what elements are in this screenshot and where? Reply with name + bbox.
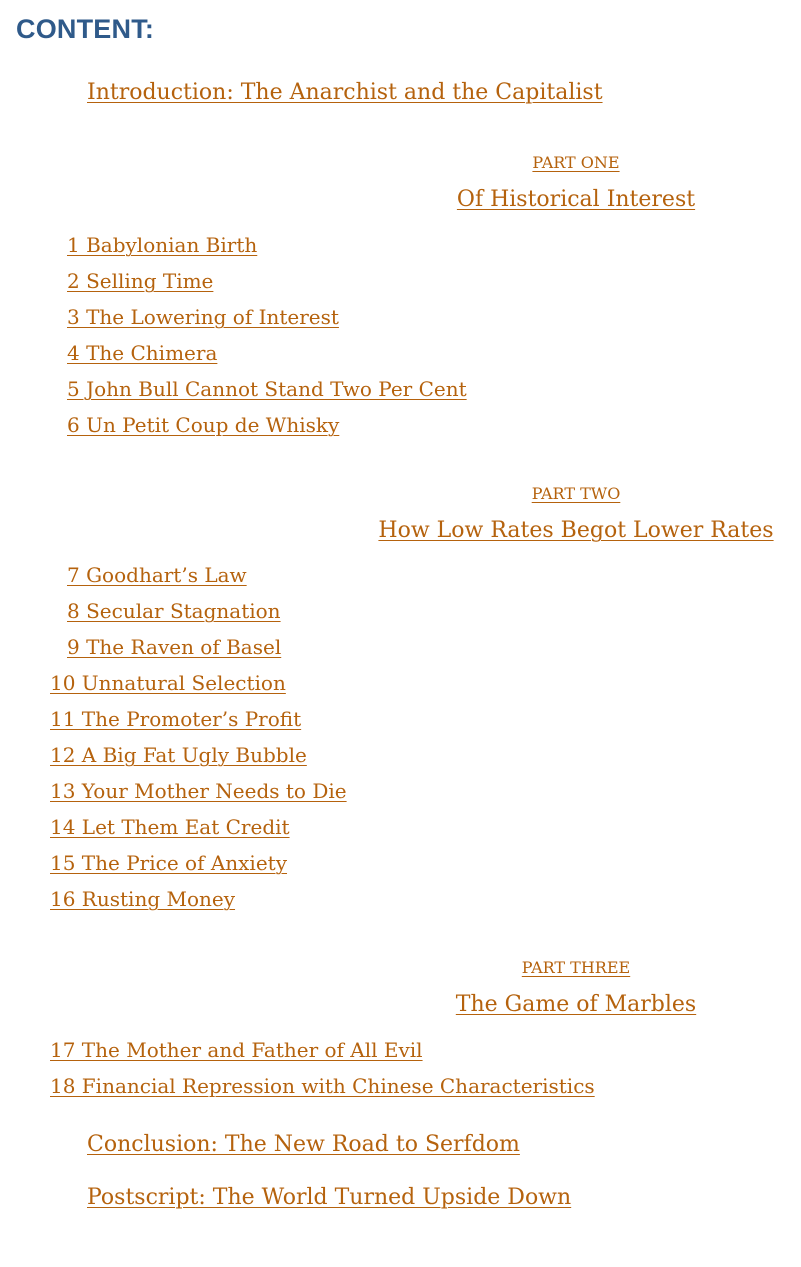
toc-link-part-one-title[interactable]: Of Historical Interest <box>456 187 696 212</box>
toc-link-chapter-1[interactable]: 1 Babylonian Birth <box>67 233 258 257</box>
toc-link-chapter-2[interactable]: 2 Selling Time <box>67 269 214 293</box>
toc-link-chapter-13[interactable]: 13 Your Mother Needs to Die <box>50 779 347 803</box>
toc-link-chapter-3[interactable]: 3 The Lowering of Interest <box>67 305 339 329</box>
toc-link-chapter-10[interactable]: 10 Unnatural Selection <box>50 671 286 695</box>
toc-link-chapter-9[interactable]: 9 The Raven of Basel <box>67 635 282 659</box>
toc-link-chapter-6[interactable]: 6 Un Petit Coup de Whisky <box>67 413 340 437</box>
toc-link-chapter-12[interactable]: 12 A Big Fat Ugly Bubble <box>50 743 307 767</box>
toc-link-chapter-4[interactable]: 4 The Chimera <box>67 341 218 365</box>
toc-link-chapter-5[interactable]: 5 John Bull Cannot Stand Two Per Cent <box>67 377 467 401</box>
toc-link-part-two-label[interactable]: PART TWO <box>531 484 621 503</box>
toc-link-chapter-11[interactable]: 11 The Promoter’s Profit <box>50 707 302 731</box>
toc-link-part-three-label[interactable]: PART THREE <box>521 958 631 977</box>
toc-link-chapter-7[interactable]: 7 Goodhart’s Law <box>67 563 247 587</box>
toc-link-chapter-8[interactable]: 8 Secular Stagnation <box>67 599 281 623</box>
toc-link-conclusion[interactable]: Conclusion: The New Road to Serfdom <box>87 1132 520 1157</box>
toc-link-part-one-label[interactable]: PART ONE <box>532 153 620 172</box>
toc-link-chapter-17[interactable]: 17 The Mother and Father of All Evil <box>50 1038 423 1062</box>
toc-link-part-three-title[interactable]: The Game of Marbles <box>455 992 697 1017</box>
toc-link-chapter-15[interactable]: 15 The Price of Anxiety <box>50 851 288 875</box>
toc-heading: CONTENT: <box>16 14 155 44</box>
toc-link-part-two-title[interactable]: How Low Rates Begot Lower Rates <box>378 518 774 543</box>
toc-link-introduction[interactable]: Introduction: The Anarchist and the Capitalist <box>87 80 603 105</box>
toc-link-chapter-14[interactable]: 14 Let Them Eat Credit <box>50 815 290 839</box>
toc-link-postscript[interactable]: Postscript: The World Turned Upside Down <box>87 1185 572 1210</box>
toc-link-chapter-18[interactable]: 18 Financial Repression with Chinese Characteristics <box>50 1074 595 1098</box>
toc-link-chapter-16[interactable]: 16 Rusting Money <box>50 887 236 911</box>
